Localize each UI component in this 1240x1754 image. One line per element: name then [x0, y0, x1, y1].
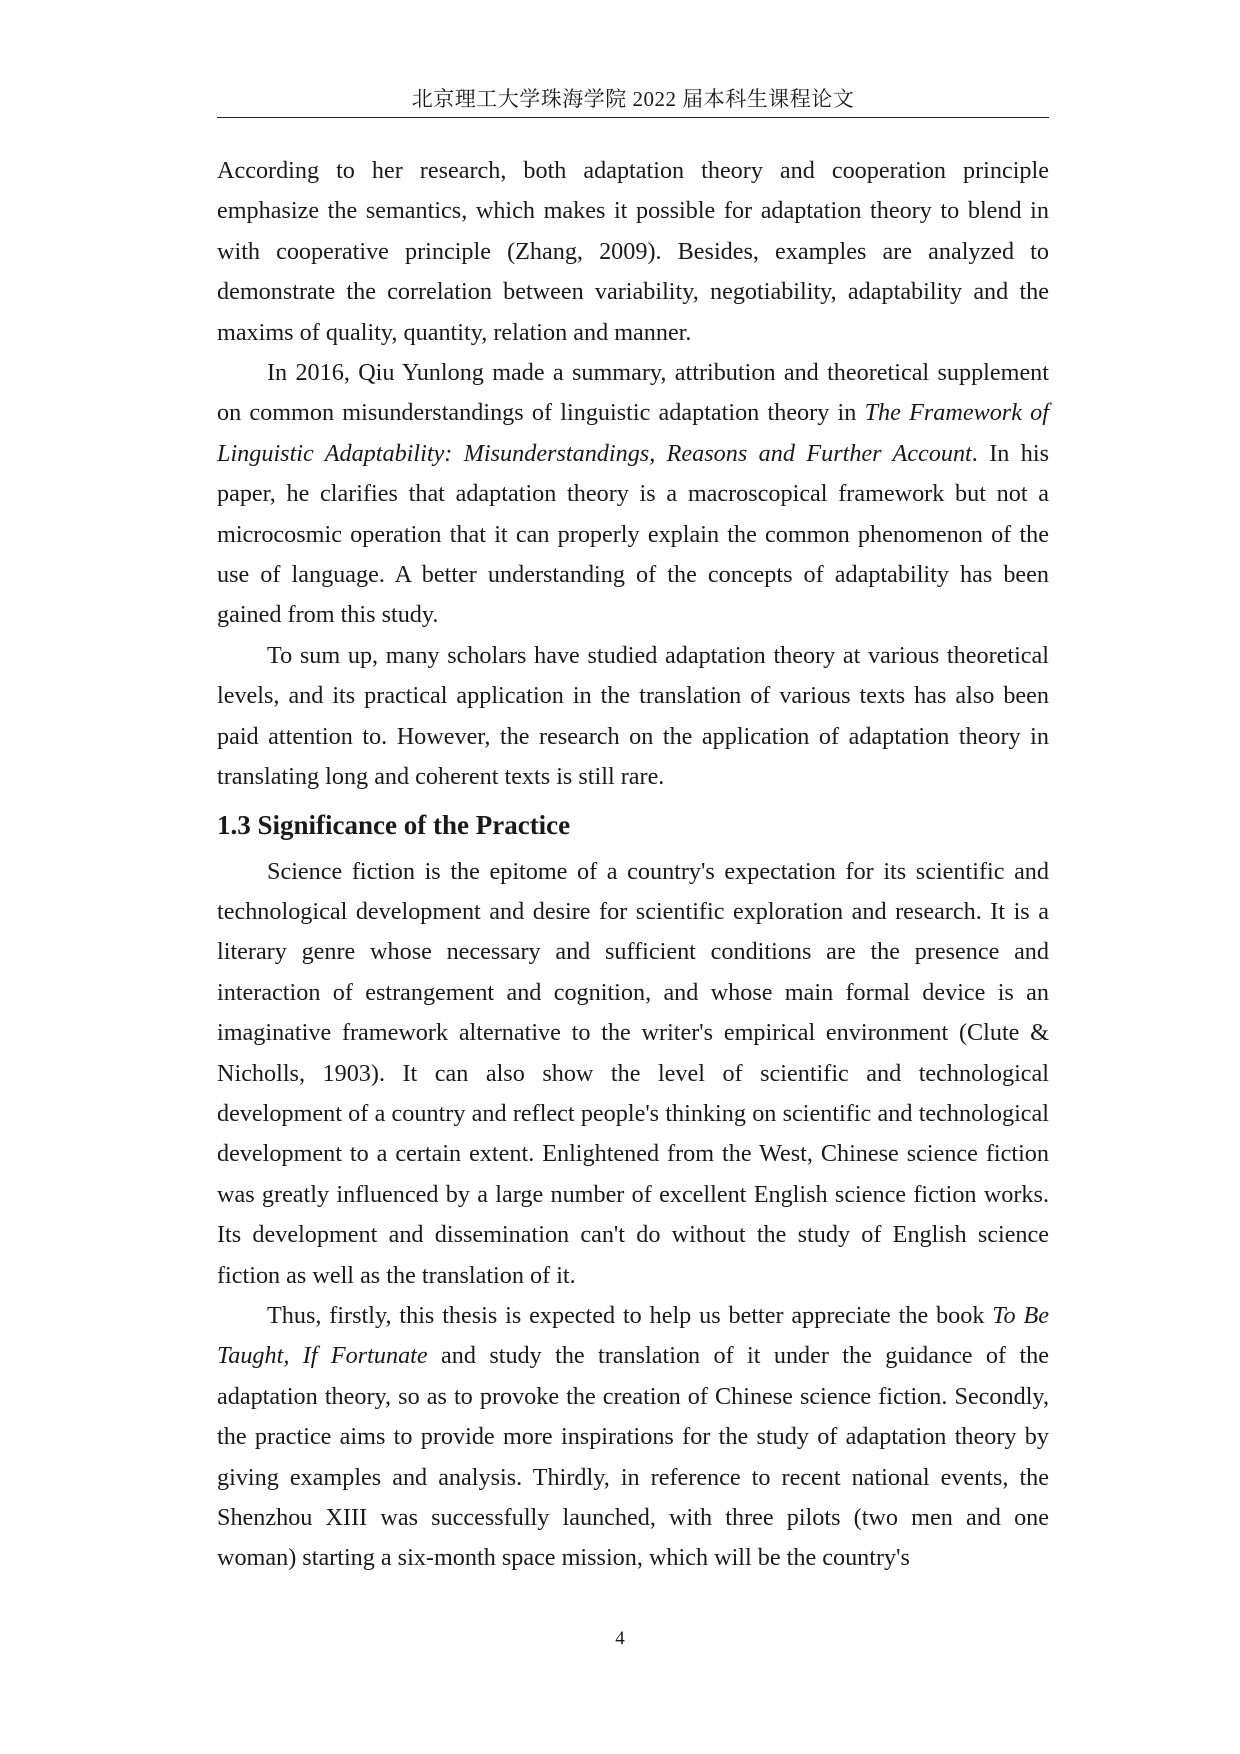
paragraph-1: According to her research, both adaptation theory and cooperation principle emphasize the semantics, which makes it possible for adaptation theory to blend in with cooperative principle (Zhang, 2009). Besides, examples are analyzed to demonstrate the correlation between variability, negotiability, adaptability and the maxims of quality, quantity, relation and manner. — [217, 157, 1049, 346]
page-number: 4 — [615, 1628, 625, 1649]
paragraph-2-cited-title: The Framework of Linguistic Adaptability: Misunderstandings, Reasons and Further Account — [217, 399, 1049, 467]
section-heading: 1.3 Significance of the Practice — [217, 809, 571, 840]
paragraph-3: To sum up, many scholars have studied adaptation theory at various theoretical levels, and its practical application in the translation of various texts has also been paid attention to. However, the research on the application of adaptation theory in translating long and coherent texts is still rare. — [217, 641, 1049, 791]
running-header: 北京理工大学珠海学院 2022 届本科生课程论文 — [411, 87, 855, 111]
paragraph-2-text-before: In 2016, Qiu Yunlong made a summary, attribution and theoretical supplement on common misunderstandings of linguistic adaptation theory in — [217, 359, 1049, 427]
paragraph-5-book-title: To Be Taught, If Fortunate — [217, 1301, 1049, 1370]
page-body — [217, 151, 1049, 1579]
paragraph-5-text-after: and study the translation of it under the guidance of the adaptation theory, so as to provoke the creation of Chinese science fiction. Secondly, the practice aims to provide more inspirations for the study of adaptation theory by giving examples and analysis. Thirdly, in reference to recent national events, the Shenzhou XIII was successfully launched, with three pilots (two men and one woman) starting a six-month space mission, which will be the country's — [217, 1342, 1049, 1572]
paragraph-5 — [217, 1296, 1049, 1579]
paragraph-5-text-before: Thus, firstly, this thesis is expected to help us better appreciate the book — [267, 1301, 993, 1329]
paragraph-2-text-after: . In his paper, he clarifies that adaptation theory is a macroscopical framework but not a microcosmic operation that it can properly explain the common phenomenon of the use of language. A better understanding of the concepts of adaptability has been gained from this study. — [217, 439, 1050, 629]
paragraph-4: Science fiction is the epitome of a country's expectation for its scientific and technological development and desire for scientific exploration and research. It is a literary genre whose necessary and sufficient conditions are the presence and interaction of estrangement and cognition, and whose main formal device is an imaginative framework alternative to the writer's empirical environment (Clute & Nicholls, 1903). It can also show the level of scientific and technological development of a country and reflect people's thinking on scientific and technological development to a certain extent. Enlightened from the West, Chinese science fiction was greatly influenced by a large number of excellent English science fiction works. Its development and dissemination can't do without the study of English science fiction as well as the translation of it. — [217, 857, 1049, 1289]
paragraph-2 — [217, 353, 1049, 636]
header-rule — [217, 117, 1049, 118]
